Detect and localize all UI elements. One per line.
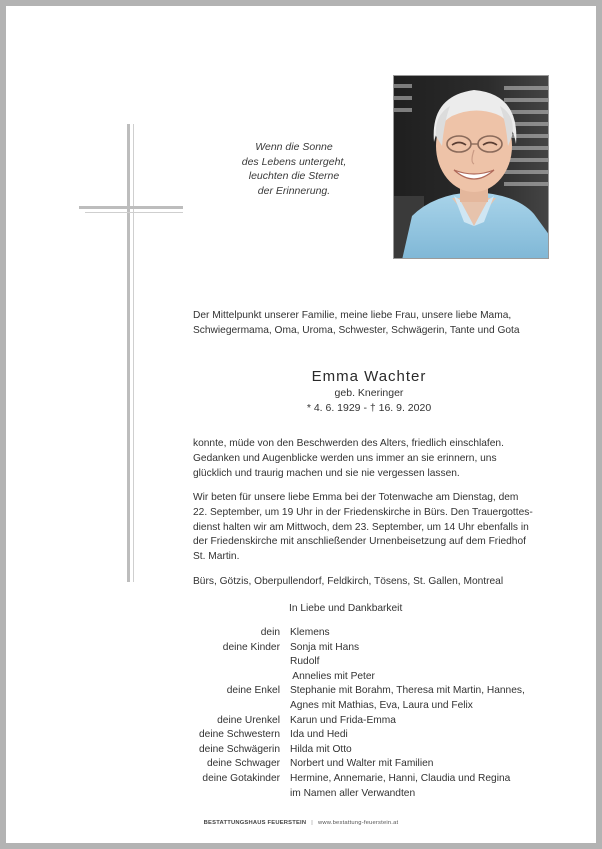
family-names: Sonja mit Hans [290, 641, 360, 653]
family-relation [156, 655, 290, 670]
deceased-name: Emma Wachter [311, 368, 427, 385]
family-relation [156, 670, 290, 685]
service-line: 22. September, um 19 Uhr in der Friedenskirche in Bürs. Den Trauergottes- [193, 506, 533, 518]
family-relation: deine Urenkel [217, 714, 280, 726]
family-relation: deine Schwägerin [199, 743, 280, 755]
family-names: Karun und Frida-Emma [290, 714, 396, 726]
family-row [156, 757, 576, 772]
footer-brand: BESTATTUNGSHAUS FEUERSTEIN [203, 820, 307, 826]
family-relation: deine Gotakinder [202, 772, 280, 784]
deceased-block [193, 368, 545, 416]
family-row [156, 743, 576, 758]
family-names: im Namen aller Verwandten [290, 787, 416, 799]
intro-text [193, 309, 545, 339]
family-row [156, 699, 576, 714]
deceased-dates: * 4. 6. 1929 - † 16. 9. 2020 [306, 402, 432, 414]
footer-separator: | [311, 820, 313, 826]
family-row [156, 641, 576, 656]
deceased-maiden-name: geb. Kneringer [334, 387, 404, 399]
places-text [193, 575, 545, 590]
footer-website[interactable]: www.bestattung-feuerstein.at [317, 820, 399, 826]
poem [214, 140, 374, 198]
family-relation: deine Kinder [222, 641, 280, 653]
family-names: Rudolf [290, 656, 320, 668]
cross-crossbar [79, 206, 183, 209]
family-row [156, 787, 576, 802]
family-relation: deine Schwager [206, 758, 280, 770]
portrait-photo [393, 75, 549, 259]
family-names: Hilda mit Otto [290, 743, 352, 755]
family-row [156, 626, 576, 641]
family-row [156, 670, 576, 685]
portrait-image [394, 76, 549, 259]
intro-line: Schwiegermama, Oma, Uroma, Schwester, Schwägerin, Tante und Gota [193, 324, 520, 336]
family-names: Hermine, Annemarie, Hanni, Claudia und Regina [290, 772, 511, 784]
service-line: dienst halten wir am Mittwoch, dem 23. September, um 14 Uhr ebenfalls in [193, 521, 529, 533]
service-line: der Friedenskirche mit anschließender Urnenbeisetzung auf dem Friedhof [193, 536, 526, 548]
footer [6, 820, 596, 826]
family-relation [156, 787, 290, 802]
family-names: Ida und Hedi [290, 729, 348, 741]
family-row [156, 772, 576, 787]
family-relation [156, 699, 290, 714]
passing-line: Gedanken und Augenblicke werden uns immer an sie erinnern, uns [193, 452, 497, 464]
cross-shadow-vertical [133, 124, 134, 582]
family-row [156, 684, 576, 699]
family-row [156, 714, 576, 729]
service-text [193, 491, 545, 565]
family-list [156, 626, 576, 801]
family-row [156, 655, 576, 670]
family-names: Stephanie mit Borahm, Theresa mit Martin, Hannes, [290, 685, 525, 697]
family-relation: dein [260, 627, 280, 638]
poem-line: des Lebens untergeht, [241, 155, 347, 168]
passing-line: konnte, müde von den Beschwerden des Alters, friedlich einschlafen. [193, 438, 504, 449]
poem-line: der Erinnerung. [257, 184, 331, 197]
cross-shadow-horizontal [85, 212, 183, 213]
family-row [156, 728, 576, 743]
service-line: St. Martin. [193, 551, 240, 563]
family-names: Annelies mit Peter [290, 670, 375, 682]
family-relation: deine Schwestern [199, 729, 280, 741]
poem-line: Wenn die Sonne [255, 141, 333, 153]
passing-line: glücklich und traurig machen und sie nie vergessen lassen. [193, 467, 460, 479]
obituary-page [6, 6, 596, 843]
family-relation: deine Enkel [226, 685, 280, 697]
family-names: Agnes mit Mathias, Eva, Laura und Felix [290, 699, 473, 711]
love-line: In Liebe und Dankbarkeit [289, 603, 403, 614]
places-line: Bürs, Götzis, Oberpullendorf, Feldkirch, Tösens, St. Gallen, Montreal [193, 576, 504, 587]
passing-text [193, 437, 545, 481]
family-names: Klemens [290, 627, 330, 638]
intro-line: Der Mittelpunkt unserer Familie, meine liebe Frau, unsere liebe Mama, [193, 310, 512, 321]
family-names: Norbert und Walter mit Familien [290, 758, 434, 770]
service-line: Wir beten für unsere liebe Emma bei der Totenwache am Dienstag, dem [193, 492, 519, 503]
cross-icon [127, 124, 130, 582]
poem-line: leuchten die Sterne [248, 170, 340, 183]
